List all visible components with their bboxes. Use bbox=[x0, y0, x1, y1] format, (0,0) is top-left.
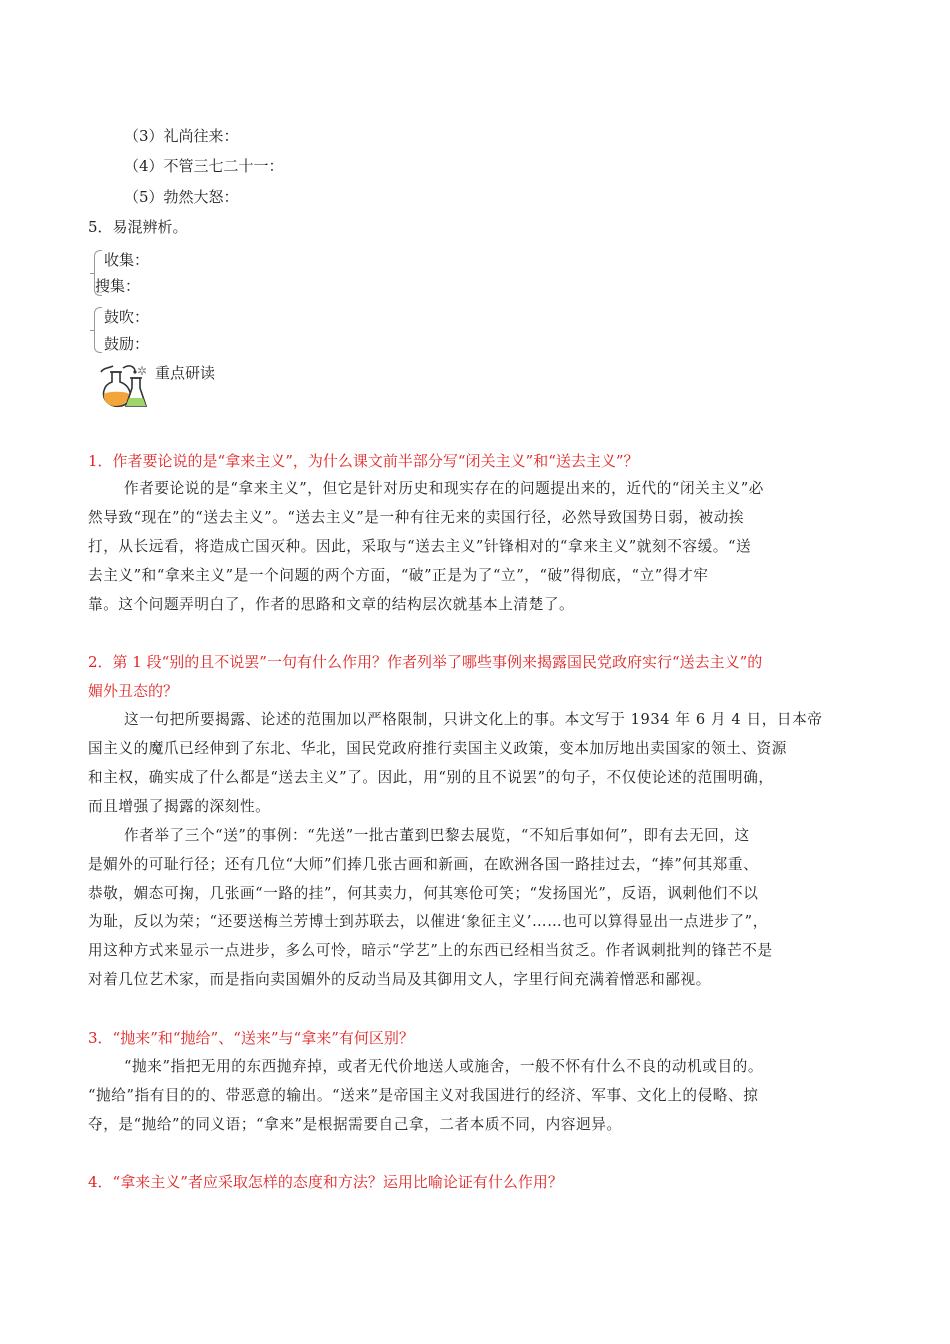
confusable-heading: 5．易混辨析。 bbox=[88, 218, 188, 236]
sparkle-icon: ✲ bbox=[137, 364, 148, 378]
item-5-idiom: （5）勃然大怒： bbox=[124, 188, 239, 206]
item-4: （4）不管三七二十一： bbox=[124, 157, 284, 175]
section-title: 重点研读 bbox=[155, 364, 216, 382]
q2-answer-line-8: 为耻，反以为荣；“还要送梅兰芳博士到苏联去，以催进‘象征主义’……也可以算得显出一点进步了”， bbox=[88, 913, 768, 930]
q2-answer-line-4: 而且增强了揭露的深刻性。 bbox=[88, 798, 271, 815]
question-1: 1．作者要论说的是“拿来主义”，为什么课文前半部分写“闭关主义”和“送去主义”？ bbox=[88, 452, 639, 470]
q2-answer-line-5: 作者举了三个“送”的事例：“先送”一批古董到巴黎去展览，“不知后事如何”，即有去无回，这 bbox=[124, 827, 750, 844]
q2-answer-line-3: 和主权，确实成了什么都是“送去主义”了。因此，用“别的且不说罢”的句子，不仅使论述的范围明确， bbox=[88, 769, 774, 786]
q2-answer-line-2: 国主义的魔爪已经伸到了东北、华北，国民党政府推行卖国主义政策，变本加厉地出卖国家的领土、资源 bbox=[88, 740, 787, 757]
q2-answer-line-9: 用这种方式来显示一点进步，多么可怜，暗示“学艺”上的东西已经相当贫乏。作者讽刺批判的锋芒不是 bbox=[88, 942, 773, 959]
question-2-line-2: 媚外丑态的？ bbox=[88, 682, 179, 700]
question-2-line-1: 2．第 1 段“别的且不说罢”一句有什么作用？作者列举了哪些事例来揭露国民党政府实行“送去主义”的 bbox=[88, 653, 763, 671]
q3-answer-line-3: 夺，是“抛给”的同义语；“拿来”是根据需要自己拿，二者本质不同，内容迥异。 bbox=[88, 1116, 622, 1133]
pair1-word1: 收集： bbox=[104, 251, 150, 269]
q1-answer-line-2: 然导致“现在”的“送去主义”。“送去主义”是一种有往无来的卖国行径，必然导致国势日弱，被动挨 bbox=[88, 509, 745, 526]
q3-answer-line-2: “抛给”指有目的的、带恶意的输出。“送来”是帝国主义对我国进行的经济、军事、文化上的侵略、掠 bbox=[88, 1087, 759, 1104]
pair2-word1: 鼓吹： bbox=[104, 308, 150, 326]
q1-answer-line-1: 作者要论说的是“拿来主义”，但它是针对历史和现实存在的问题提出来的，近代的“闭关主义”必 bbox=[124, 480, 764, 497]
q1-answer-line-4: 去主义”和“拿来主义”是一个问题的两个方面，“破”正是为了“立”，“破”得彻底，“立”得才牢 bbox=[88, 567, 709, 584]
item-3: （3）礼尚往来： bbox=[124, 127, 239, 145]
brace-group-2 bbox=[94, 307, 102, 353]
q2-answer-line-1: 这一句把所要揭露、论述的范围加以严格限制，只讲文化上的事。本文写于 1934 年 6 月 4 日，日本帝 bbox=[124, 711, 823, 728]
question-3: 3．“抛来”和“抛给”、“送来”与“拿来”有何区别？ bbox=[88, 1029, 414, 1047]
pair1-word2: 搜集： bbox=[95, 277, 141, 295]
question-4: 4．“拿来主义”者应采取怎样的态度和方法？运用比喻论证有什么作用？ bbox=[88, 1173, 563, 1191]
q3-answer-line-1: “抛来”指把无用的东西抛弃掉，或者无代价地送人或施舍，一般不怀有什么不良的动机或目的。 bbox=[124, 1058, 764, 1075]
q1-answer-line-3: 打，从长远看，将造成亡国灭种。因此，采取与“送去主义”针锋相对的“拿来主义”就刻不容缓。“送 bbox=[88, 538, 752, 555]
q2-answer-line-6: 是媚外的可耻行径；还有几位“大师”们捧几张古画和新画，在欧洲各国一路挂过去，“捧”何其郑重、 bbox=[88, 856, 759, 873]
pair2-word2: 鼓励： bbox=[104, 335, 150, 353]
q2-answer-line-10: 对着几位艺术家，而是指向卖国媚外的反动当局及其御用文人，字里行间充满着憎恶和鄙视。 bbox=[88, 971, 711, 988]
q1-answer-line-5: 靠。这个问题弄明白了，作者的思路和文章的结构层次就基本上清楚了。 bbox=[88, 596, 575, 613]
q2-answer-line-7: 恭敬，媚态可掬，几张画“一路的挂”，何其卖力，何其寒伧可笑；“发扬国光”，反语，讽刺他们不以 bbox=[88, 885, 759, 902]
